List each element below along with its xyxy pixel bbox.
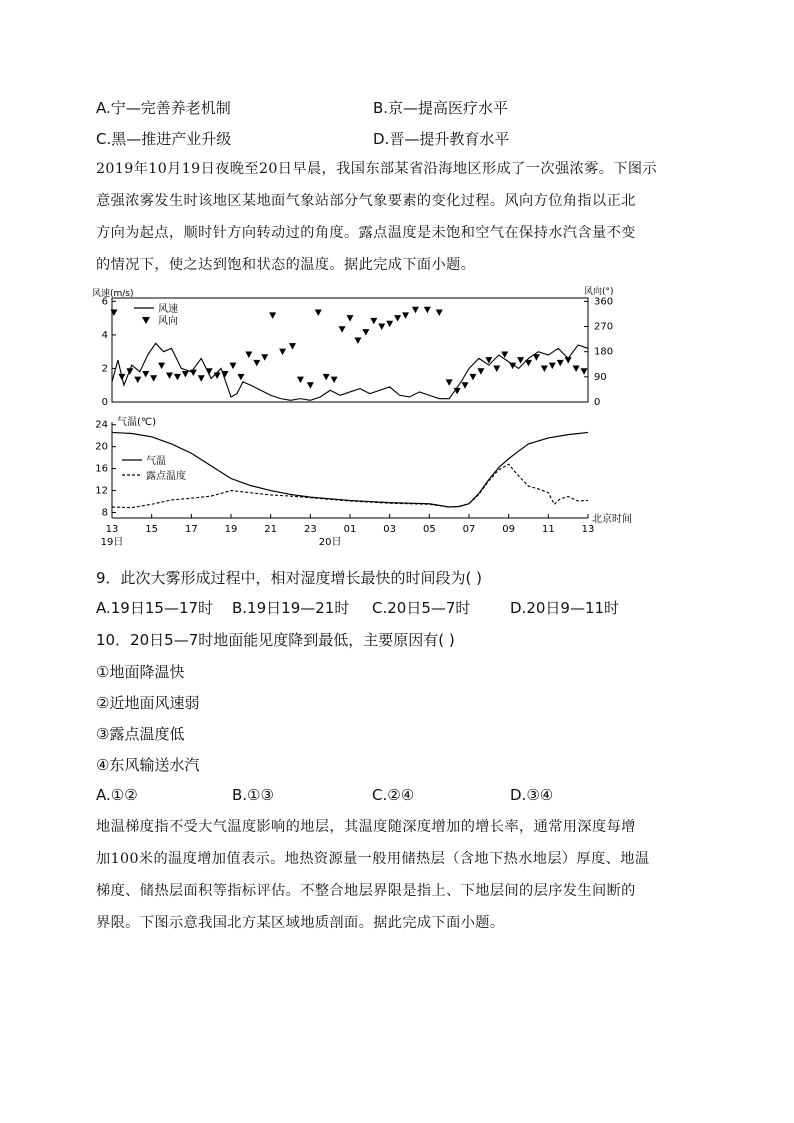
wind-direction-point [182, 371, 189, 378]
wind-direction-point [174, 374, 181, 381]
wind-direction-point [261, 354, 268, 361]
q8-option-c: C.黑—推进产业升级 [96, 130, 232, 148]
wind-direction-point [462, 382, 469, 389]
wind-direction-point [206, 368, 213, 375]
top-right-tick-label: 0 [594, 397, 601, 408]
wind-direction-point [289, 343, 296, 350]
wind-direction-point [469, 374, 476, 381]
bottom-x-tick-label: 05 [422, 524, 436, 535]
wind-direction-point [142, 371, 149, 378]
bottom-day-label: 20日 [318, 537, 342, 548]
bottom-x-tick-label: 09 [502, 524, 516, 535]
bottom-legend-label-dewpoint: 露点温度 [146, 471, 186, 482]
wind-direction-point [315, 310, 322, 317]
wind-direction-point [378, 324, 385, 331]
passage2-line-1: 地温梯度指不受大气温度影响的地层，其温度随深度增加的增长率，通常用深度每增 [96, 819, 636, 835]
q9-option-d: D.20日9—11时 [510, 599, 620, 617]
q8-option-b: B.京—提高医疗水平 [373, 99, 509, 117]
top-left-tick-label: 4 [101, 329, 108, 341]
wind-direction-point [118, 374, 125, 381]
top-right-axis-title: 风向(°) [584, 287, 614, 297]
wind-direction-point [347, 315, 354, 322]
q9-option-c: C.20日5—7时 [372, 599, 471, 617]
wind-direction-point [354, 337, 361, 344]
wind-direction-point [424, 307, 431, 314]
bottom-x-tick-label: 23 [303, 524, 317, 535]
wind-direction-point [245, 351, 252, 358]
wind-direction-point [150, 375, 157, 382]
wind-direction-point [190, 370, 197, 377]
passage1-line-2: 意强浓雾发生时该地区某地面气象站部分气象要素的变化过程。风向方位角指以正北 [96, 193, 636, 209]
top-panel-frame [112, 298, 588, 402]
weather-figure [90, 284, 650, 556]
wind-direction-point [158, 363, 165, 370]
bottom-x-tick-label: 21 [264, 524, 278, 535]
top-legend-label-wind-speed: 风速 [158, 304, 178, 315]
wind-direction-point [446, 379, 453, 386]
wind-direction-point [323, 374, 330, 381]
bottom-x-tick-label: 15 [145, 524, 159, 535]
wind-direction-point [477, 368, 484, 375]
wind-direction-point [517, 357, 524, 364]
wind-direction-point [493, 365, 500, 372]
passage2-line-3: 梯度、储热层面积等指标评估。不整合地层界限是指上、下地层间的层序发生间断的 [96, 883, 636, 899]
top-left-tick-label: 2 [101, 363, 108, 375]
wind-direction-point [436, 310, 443, 317]
wind-direction-point [412, 307, 419, 314]
wind-direction-point [386, 321, 393, 328]
passage2-line-4: 界限。下图示意我国北方某区域地质剖面。据此完成下面小题。 [96, 915, 505, 931]
bottom-x-tick-label: 17 [184, 524, 198, 535]
bottom-x-tick-label: 01 [343, 524, 357, 535]
passage1-line-1: 2019年10月19日夜晚至20日早晨，我国东部某省沿海地区形成了一次强浓雾。下图示 [96, 161, 658, 177]
top-left-tick-label: 6 [101, 296, 108, 308]
wind-direction-point [573, 365, 580, 372]
weather-chart-svg [90, 284, 650, 552]
wind-direction-point [229, 363, 236, 370]
wind-direction-point [126, 368, 133, 375]
bottom-y-tick-label: 20 [95, 441, 108, 453]
bottom-legend-label-temperature: 气温 [146, 456, 166, 467]
wind-direction-point [565, 357, 572, 364]
q10-item-1: ①地面降温快 [96, 663, 185, 681]
passage1-line-3: 方向为起点，顺时针方向转动过的角度。露点温度是未饱和空气在保持水汽含量不变 [96, 225, 636, 241]
top-right-tick-label: 180 [594, 346, 614, 358]
bottom-x-tick-label: 13 [581, 524, 595, 535]
wind-direction-point [297, 377, 304, 384]
q10-item-4: ④东风输送水汽 [96, 756, 200, 774]
bottom-y-tick-label: 12 [95, 485, 108, 497]
q10-item-3: ③露点温度低 [96, 725, 185, 743]
wind-direction-point [394, 315, 401, 322]
wind-direction-point [370, 318, 377, 325]
bottom-y-axis-title: 气温(℃) [117, 417, 157, 428]
wind-direction-point [339, 326, 346, 333]
wind-direction-point [134, 377, 141, 384]
top-legend-marker-wind-direction [142, 317, 150, 324]
wind-direction-point [269, 312, 276, 319]
bottom-y-tick-label: 24 [95, 419, 108, 431]
top-legend-label-wind-direction: 风向 [158, 316, 178, 327]
wind-direction-point [541, 365, 548, 372]
temperature-line [112, 432, 588, 507]
wind-direction-point [402, 312, 409, 319]
wind-direction-point [237, 374, 244, 381]
bottom-x-tick-label: 03 [383, 524, 397, 535]
wind-direction-point [533, 354, 540, 361]
bottom-x-tick-label: 13 [105, 524, 119, 535]
bottom-x-tick-label: 19 [224, 524, 238, 535]
q9-stem: 9．此次大雾形成过程中，相对湿度增长最快的时间段为( ) [96, 569, 483, 587]
q10-item-2: ②近地面风速弱 [96, 694, 200, 712]
passage1-line-4: 的情况下，使之达到饱和状态的温度。据此完成下面小题。 [96, 257, 476, 273]
q9-option-a: A.19日15—17时 [96, 599, 214, 617]
wind-direction-point [253, 360, 260, 367]
q8-option-d: D.晋—提升教育水平 [373, 130, 510, 148]
q10-option-d: D.③④ [510, 786, 554, 804]
wind-direction-point [166, 372, 173, 379]
bottom-x-axis-title: 北京时间 [592, 514, 632, 525]
wind-direction-point [557, 360, 564, 367]
wind-direction-point [581, 368, 588, 375]
passage2-line-2: 加100米的温度增加值表示。地热资源量一般用储热层（含地下热水地层）厚度、地温 [96, 851, 650, 867]
q9-option-b: B.19日19—21时 [232, 599, 350, 617]
wind-direction-point [331, 377, 338, 384]
q10-option-a: A.①② [96, 786, 138, 804]
top-right-tick-label: 270 [594, 321, 614, 333]
q10-stem: 10．20日5—7时地面能见度降到最低，主要原因有( ) [96, 631, 455, 649]
wind-direction-point [279, 349, 286, 356]
q10-option-c: C.②④ [372, 786, 415, 804]
bottom-y-tick-label: 16 [95, 463, 108, 475]
wind-direction-point [362, 329, 369, 336]
bottom-x-tick-label: 07 [462, 524, 476, 535]
bottom-day-label: 19日 [100, 537, 124, 548]
top-right-tick-label: 360 [594, 296, 614, 308]
wind-direction-point [198, 375, 205, 382]
wind-direction-point [549, 363, 556, 370]
wind-direction-point [307, 382, 314, 389]
top-left-axis-title: 风速(m/s) [92, 289, 134, 299]
bottom-x-tick-label: 11 [541, 524, 555, 535]
bottom-y-tick-label: 8 [101, 507, 108, 519]
q8-option-a: A.宁—完善养老机制 [96, 99, 231, 117]
wind-direction-point [525, 360, 532, 367]
q10-option-b: B.①③ [232, 786, 274, 804]
top-right-tick-label: 90 [594, 371, 607, 383]
top-left-tick-label: 0 [101, 397, 108, 408]
